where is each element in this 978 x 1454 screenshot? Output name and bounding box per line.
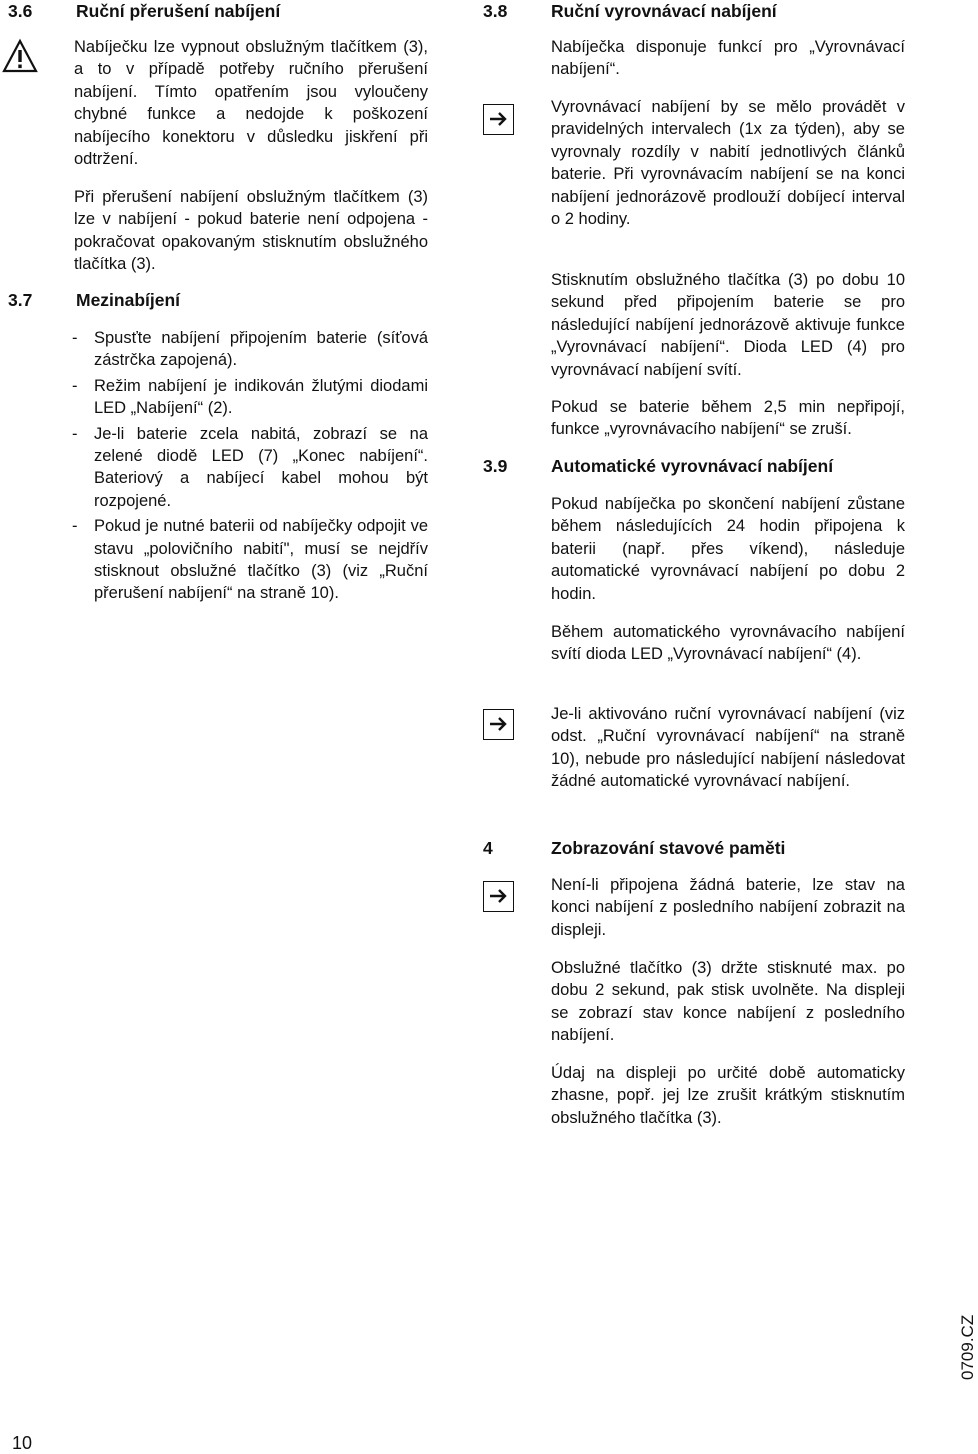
paragraph-3-9-b: Během automatického vyrovnávacího nabíjení svítí dioda LED „Vyrovnávací nabíjení“ (4). bbox=[551, 623, 905, 664]
section-number: 3.9 bbox=[483, 456, 508, 476]
section-number: 3.7 bbox=[8, 290, 33, 310]
section-title: Mezinabíjení bbox=[76, 290, 181, 310]
warning-paragraph: Nabíječku lze vypnout obslužným tlačítkem (3), a to v případě potřeby ručního přerušení nabíjení. Tímto opatřením jsou vyloučeny chybné funkce a nedojde k poškození nabíjecího konektoru v důsledku jiskření při odtržení. bbox=[74, 38, 428, 169]
section-title: Ruční vyrovnávací nabíjení bbox=[551, 1, 777, 21]
section-number: 3.6 bbox=[8, 1, 33, 21]
arrow-right-icon bbox=[484, 882, 512, 910]
document-code: 0709.CZ bbox=[958, 1314, 977, 1380]
paragraph-3-8-a: Nabíječka disponuje funkcí pro „Vyrovnávací nabíjení“. bbox=[551, 38, 905, 79]
paragraph-4-c: Údaj na displeji po určité době automaticky zhasne, popř. jej lze zrušit krátkým stisknutím obslužného tlačítka (3). bbox=[551, 1064, 905, 1127]
list-item-text: Pokud je nutné baterii od nabíječky odpojit ve stavu „polovičního nabití", musí se nejdřív stisknout obslužné tlačítko (3) (viz „Ruční přerušení nabíjení“ na straně 10). bbox=[94, 517, 428, 603]
arrow-right-icon bbox=[484, 710, 512, 738]
paragraph-3-6: Při přerušení nabíjení obslužným tlačítkem (3) lze v nabíjení - pokud baterie není odpojena - pokračovat opakovaným stisknutím obslužného tlačítka (3). bbox=[74, 188, 428, 274]
list-3-7 bbox=[72, 327, 428, 608]
list-item-text: Spusťte nabíjení připojením baterie (síťová zástrčka zapojená). bbox=[94, 329, 428, 370]
list-dash: - bbox=[72, 517, 78, 536]
paragraph-3-9-c: Je-li aktivováno ruční vyrovnávací nabíjení (viz odst. „Ruční vyrovnávací nabíjení“ na straně 10), nebude pro následující nabíjení následovat žádné automatické vyrovnávací nabíjení. bbox=[551, 705, 905, 791]
section-number: 3.8 bbox=[483, 1, 508, 21]
page-number: 10 bbox=[12, 1433, 33, 1453]
list-item-text: Je-li baterie zcela nabitá, zobrazí se na zelené diodě LED (7) „Konec nabíjení“. Bateriový a nabíjecí kabel mohou být rozpojené. bbox=[94, 424, 428, 510]
paragraph-3-8-c: Stisknutím obslužného tlačítka (3) po dobu 10 sekund před připojením baterie se pro následující nabíjení jednorázově aktivuje funkce „Vyrovnávací nabíjení“. Dioda LED (4) pro vyrovnávací nabíjení svítí. bbox=[551, 271, 905, 379]
section-title: Zobrazování stavové paměti bbox=[551, 838, 786, 858]
list-item bbox=[72, 423, 428, 513]
warning-triangle-icon bbox=[2, 39, 38, 73]
note-box bbox=[483, 709, 514, 740]
list-item-text: Režim nabíjení je indikován žlutými diodami LED „Nabíjení“ (2). bbox=[94, 376, 428, 418]
paragraph-3-8-b: Vyrovnávací nabíjení by se mělo provádět v pravidelných intervalech (1x za týden), aby se vyrovnaly rozdíly v nabití jednotlivých článků baterie. Při vyrovnávacím nabíjení se na konci nabíjení jednorázově prodlouží dobíjecí interval o 2 hodiny. bbox=[551, 98, 905, 229]
list-item bbox=[72, 327, 428, 372]
section-title: Ruční přerušení nabíjení bbox=[76, 1, 281, 21]
list-item bbox=[72, 515, 428, 605]
arrow-right-icon bbox=[484, 105, 512, 133]
list-dash: - bbox=[72, 424, 78, 443]
paragraph-4-a: Není-li připojena žádná baterie, lze stav na konci nabíjení z posledního nabíjení zobrazit na displeji. bbox=[551, 876, 905, 939]
paragraph-4-b: Obslužné tlačítko (3) držte stisknuté max. po dobu 2 sekund, pak stisk uvolněte. Na displeji se zobrazí stav konce nabíjení z posledního nabíjení. bbox=[551, 959, 905, 1045]
section-number: 4 bbox=[483, 838, 493, 858]
note-box bbox=[483, 104, 514, 135]
note-box bbox=[483, 881, 514, 912]
paragraph-3-9-a: Pokud nabíječka po skončení nabíjení zůstane během následujících 24 hodin připojena k baterii (např. přes víkend), následuje automatické vyrovnávací nabíjení po dobu 2 hodin. bbox=[551, 495, 905, 603]
list-item bbox=[72, 375, 428, 420]
paragraph-3-8-d: Pokud se baterie během 2,5 min nepřipojí, funkce „vyrovnávacího nabíjení“ se zruší. bbox=[551, 398, 905, 439]
list-dash: - bbox=[72, 329, 78, 347]
section-title: Automatické vyrovnávací nabíjení bbox=[551, 456, 834, 476]
list-dash: - bbox=[72, 376, 78, 395]
